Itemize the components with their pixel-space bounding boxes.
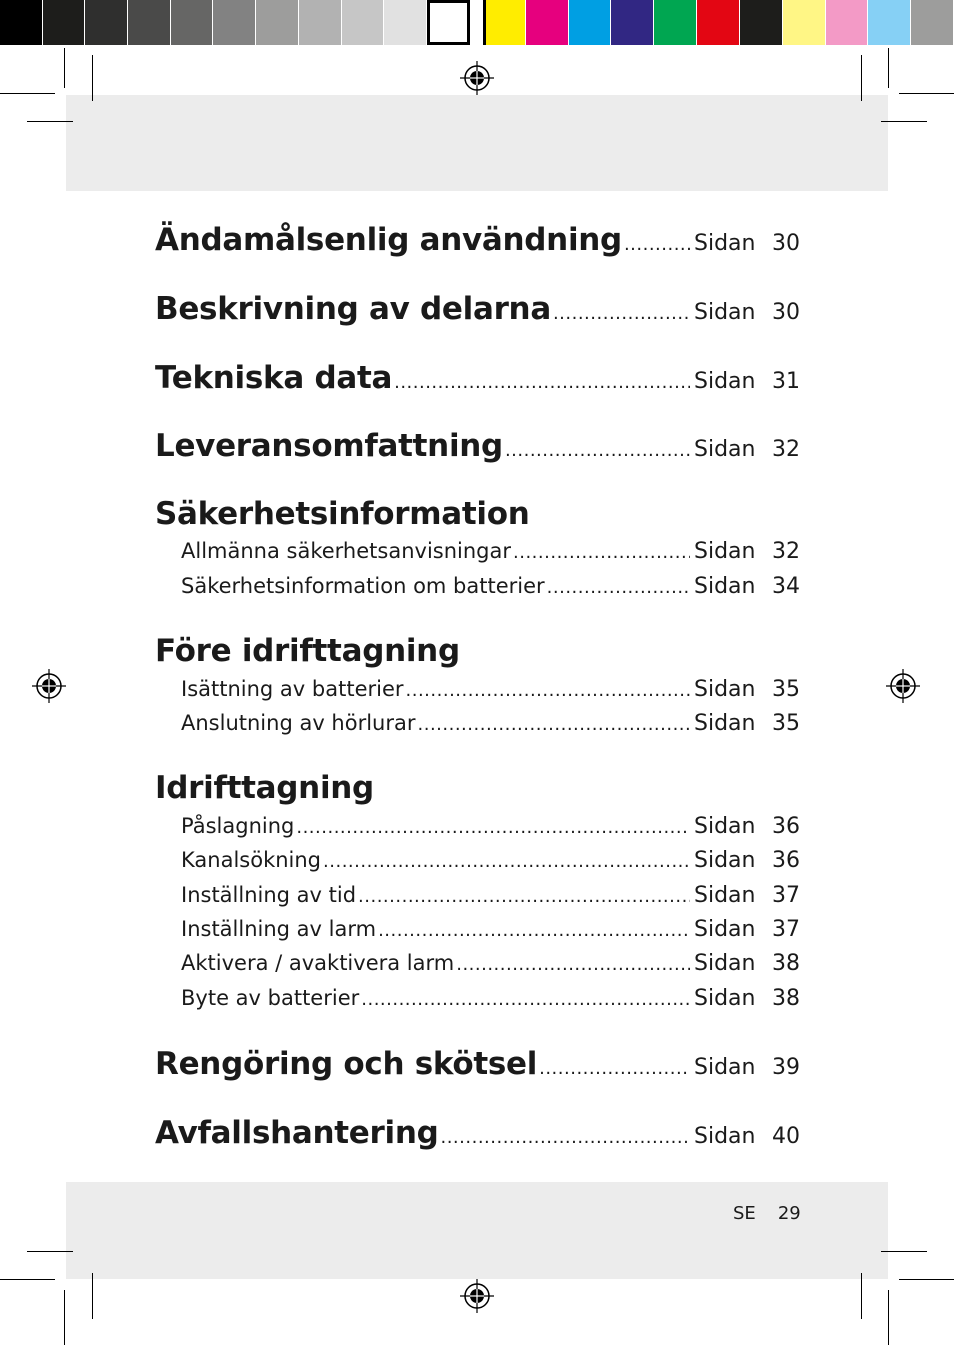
color-swatch [868, 0, 911, 45]
dot-leader [624, 234, 690, 255]
color-swatch [611, 0, 654, 45]
page-ref [694, 1055, 800, 1080]
color-swatch [826, 0, 869, 45]
toc-subentry[interactable] [181, 574, 800, 599]
page-ref [694, 917, 800, 942]
page-word: Sidan [694, 711, 756, 736]
page-number: 37 [772, 917, 800, 942]
page-word: Sidan [694, 917, 756, 942]
page-ref [694, 848, 800, 873]
toc-section-idrift[interactable]: Idrifttagning [155, 770, 374, 806]
toc-title: Leveransomfattning [155, 428, 503, 464]
dot-leader [553, 303, 690, 324]
page-number: 37 [772, 883, 800, 908]
page-number: 35 [772, 711, 800, 736]
language-code: SE [733, 1203, 756, 1224]
crop-mark [899, 1279, 954, 1280]
registration-mark-icon [32, 669, 66, 703]
header-band [66, 95, 888, 191]
crop-mark [899, 93, 954, 94]
toc-entry-avfall[interactable] [155, 1115, 800, 1151]
page-number: 39 [772, 1055, 800, 1080]
gray-swatch [85, 0, 128, 45]
crop-mark [888, 48, 889, 88]
grayscale-calibration-bar [0, 0, 470, 45]
dot-leader [361, 989, 690, 1010]
toc-section-sakerhet[interactable]: Säkerhetsinformation [155, 496, 530, 532]
page-ref [694, 369, 800, 394]
crop-mark [27, 1251, 73, 1252]
toc-subentry[interactable] [181, 848, 800, 873]
registration-mark-icon [460, 61, 494, 95]
crop-mark [64, 1290, 65, 1345]
page-ref [694, 300, 800, 325]
gray-swatch [0, 0, 43, 45]
color-swatch [740, 0, 783, 45]
page-number: 38 [772, 986, 800, 1011]
page-ref [694, 574, 800, 599]
footer-band [66, 1182, 888, 1279]
toc-title: Påslagning [181, 814, 295, 838]
color-swatch [526, 0, 569, 45]
dot-leader [539, 1058, 690, 1079]
toc-entry-leverans[interactable] [155, 428, 800, 464]
page-word: Sidan [694, 848, 756, 873]
gray-swatch [256, 0, 299, 45]
crop-mark [0, 1279, 55, 1280]
page-number: 36 [772, 814, 800, 839]
gray-swatch [213, 0, 256, 45]
crop-mark [92, 1273, 93, 1319]
page-word: Sidan [694, 539, 756, 564]
page-word: Sidan [694, 369, 756, 394]
toc-subentry[interactable] [181, 883, 800, 908]
toc-title: Allmänna säkerhetsanvisningar [181, 539, 512, 563]
page-number: 38 [772, 951, 800, 976]
dot-leader [440, 1127, 690, 1148]
page-ref [694, 677, 800, 702]
page-number: 40 [772, 1124, 800, 1149]
toc-subentry[interactable] [181, 677, 800, 702]
gray-swatch [171, 0, 214, 45]
toc-title: Inställning av tid [181, 883, 357, 907]
toc-entry-andamalsenlig[interactable] [155, 222, 800, 258]
toc-subentry[interactable] [181, 539, 800, 564]
color-swatch [483, 0, 526, 45]
page-word: Sidan [694, 986, 756, 1011]
color-swatch [783, 0, 826, 45]
toc-section-fore[interactable]: Före idrifttagning [155, 633, 460, 669]
gray-swatch [427, 0, 470, 45]
page-ref [694, 231, 800, 256]
page-ref [694, 986, 800, 1011]
page-ref [694, 883, 800, 908]
toc-entry-beskrivning[interactable] [155, 291, 800, 327]
dot-leader [378, 920, 690, 941]
page-number: 34 [772, 574, 800, 599]
crop-mark [27, 121, 73, 122]
page-word: Sidan [694, 951, 756, 976]
page-number: 35 [772, 677, 800, 702]
page-footer [733, 1203, 801, 1224]
toc-subentry[interactable] [181, 986, 800, 1011]
crop-mark [881, 1251, 927, 1252]
toc-subentry[interactable] [181, 917, 800, 942]
page-number: 29 [777, 1203, 801, 1224]
registration-mark-icon [886, 669, 920, 703]
toc-title: Isättning av batterier [181, 677, 404, 701]
toc-title: Ändamålsenlig användning [155, 222, 622, 258]
page-word: Sidan [694, 677, 756, 702]
page-ref [694, 539, 800, 564]
color-swatch [911, 0, 954, 45]
toc-title: Anslutning av hörlurar [181, 711, 416, 735]
toc-title: Byte av batterier [181, 986, 360, 1010]
registration-mark-icon [460, 1279, 494, 1313]
page-ref [694, 711, 800, 736]
dot-leader [513, 542, 690, 563]
toc-title: Säkerhetsinformation om batterier [181, 574, 545, 598]
page-number: 30 [772, 300, 800, 325]
crop-mark [92, 55, 93, 101]
crop-mark [888, 1290, 889, 1345]
crop-mark [861, 55, 862, 101]
page-number: 32 [772, 437, 800, 462]
color-swatch [697, 0, 740, 45]
color-calibration-bar [483, 0, 954, 45]
toc-title: Aktivera / avaktivera larm [181, 951, 455, 975]
page-ref [694, 951, 800, 976]
page-number: 32 [772, 539, 800, 564]
toc-subentry[interactable] [181, 951, 800, 976]
dot-leader [418, 714, 691, 735]
gray-swatch [128, 0, 171, 45]
dot-leader [505, 440, 690, 461]
page-ref [694, 1124, 800, 1149]
page-word: Sidan [694, 1055, 756, 1080]
dot-leader [547, 577, 690, 598]
page-number: 36 [772, 848, 800, 873]
page-word: Sidan [694, 1124, 756, 1149]
toc-subentry[interactable] [181, 711, 800, 736]
toc-title: Inställning av larm [181, 917, 377, 941]
page-number: 30 [772, 231, 800, 256]
page-word: Sidan [694, 300, 756, 325]
page-word: Sidan [694, 437, 756, 462]
crop-mark [0, 93, 55, 94]
toc-entry-tekniska[interactable] [155, 360, 800, 396]
color-swatch [569, 0, 612, 45]
page-number: 31 [772, 369, 800, 394]
toc-title: Avfallshantering [155, 1115, 439, 1151]
gray-swatch [384, 0, 427, 45]
page-word: Sidan [694, 814, 756, 839]
gray-swatch [43, 0, 86, 45]
toc-title: Kanalsökning [181, 848, 322, 872]
gray-swatch [299, 0, 342, 45]
page-ref [694, 814, 800, 839]
dot-leader [323, 851, 690, 872]
toc-title: Beskrivning av delarna [155, 291, 551, 327]
dot-leader [296, 817, 690, 838]
toc-subentry[interactable] [181, 814, 800, 839]
page-ref [694, 437, 800, 462]
toc-entry-rengoring[interactable] [155, 1046, 800, 1082]
page-word: Sidan [694, 883, 756, 908]
crop-mark [881, 121, 927, 122]
page-word: Sidan [694, 231, 756, 256]
dot-leader [358, 886, 690, 907]
crop-mark [64, 48, 65, 88]
page-word: Sidan [694, 574, 756, 599]
dot-leader [456, 954, 690, 975]
gray-swatch [342, 0, 385, 45]
dot-leader [394, 372, 690, 393]
dot-leader [406, 680, 690, 701]
crop-mark [861, 1273, 862, 1319]
toc-title: Tekniska data [155, 360, 393, 396]
toc-title: Rengöring och skötsel [155, 1046, 538, 1082]
color-swatch [654, 0, 697, 45]
